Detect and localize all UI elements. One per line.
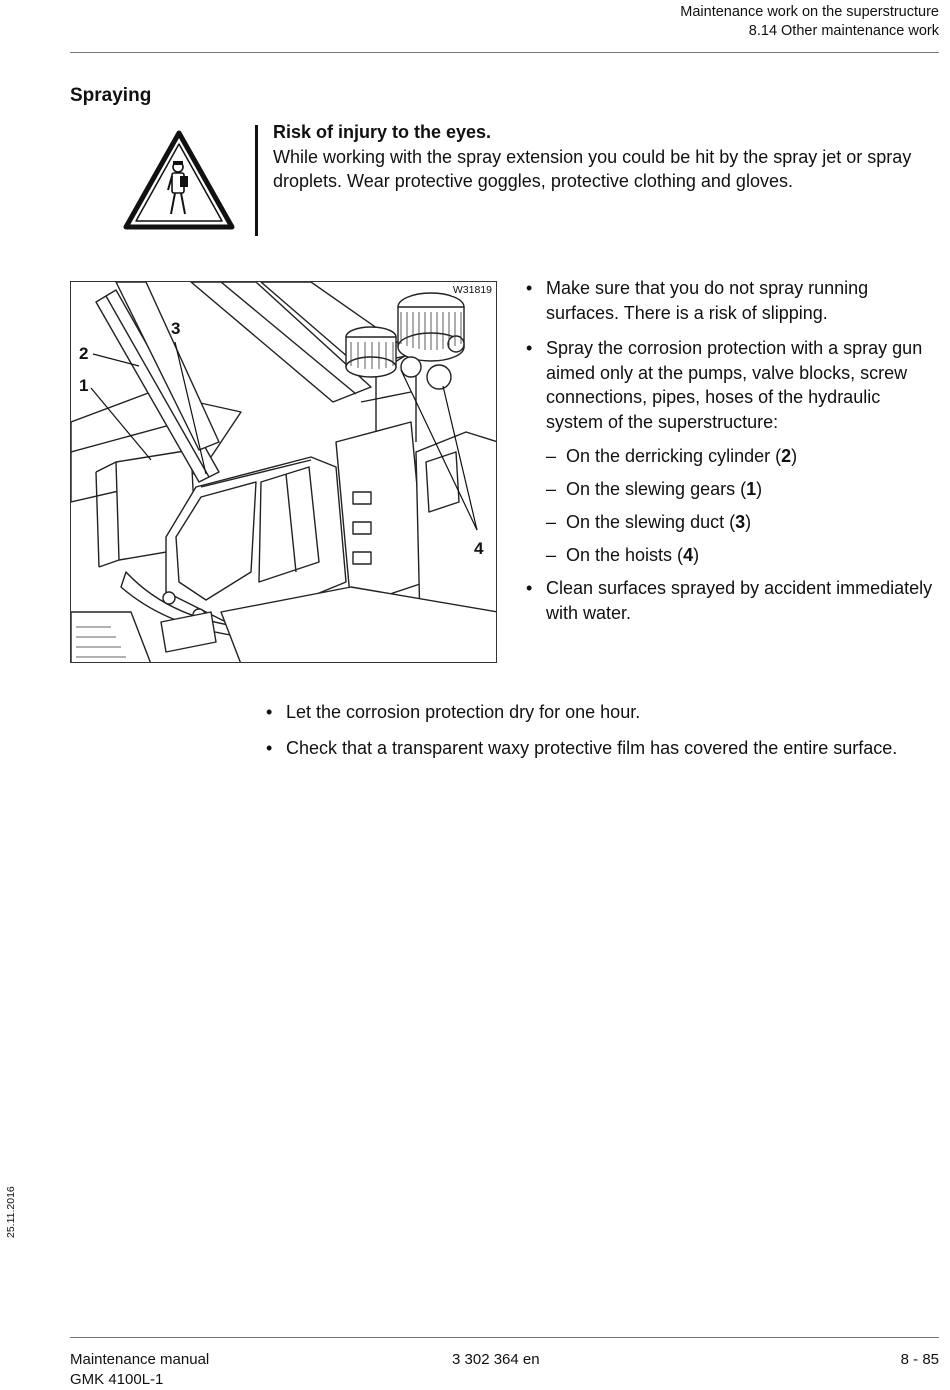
- callout-2: 2: [79, 344, 89, 363]
- footer-model: GMK 4100L-1: [70, 1371, 164, 1388]
- crane-drawing: [71, 282, 497, 663]
- footer-page-number: 8 - 85: [900, 1351, 939, 1368]
- header-rule: [70, 52, 939, 53]
- footer-rule: [70, 1337, 939, 1338]
- warning-bar: [255, 125, 258, 236]
- warning-body: While working with the spray extension you could be hit by the spray jet or spray droplets. Wear protective goggles, protective clothing and gloves.: [273, 146, 912, 191]
- section-title: Spraying: [70, 85, 152, 106]
- footer-manual: Maintenance manual GMK 4100L-1: [70, 1351, 210, 1388]
- sub-list: [546, 444, 941, 568]
- date-stamp: 25.11.2016: [5, 1186, 17, 1238]
- warning-triangle-person-icon: [121, 128, 237, 232]
- bullet: •: [266, 737, 273, 758]
- bullet: •: [526, 278, 533, 298]
- callout-4: 4: [474, 539, 484, 558]
- figure-code: W31819: [452, 284, 492, 296]
- sub-list-item: – On the slewing duct (3): [546, 512, 752, 532]
- bullet: •: [526, 578, 533, 598]
- sub-list-item: – On the derricking cylinder (2): [546, 446, 798, 466]
- callout-3: 3: [171, 319, 181, 338]
- page-header: [680, 3, 939, 41]
- sub-list-item: – On the hoists (4): [546, 545, 700, 565]
- footer-doc-number: 3 302 364 en: [452, 1351, 540, 1368]
- crane-superstructure-illustration: [70, 281, 497, 663]
- header-chapter: Maintenance work on the superstructure: [680, 4, 939, 20]
- bullet: •: [526, 338, 533, 358]
- steps-bottom-list: [266, 700, 926, 760]
- list-item: • Let the corrosion protection dry for one hour.: [266, 700, 926, 725]
- list-item: • Clean surfaces sprayed by accident immediately with water.: [526, 578, 933, 623]
- warning-title: Risk of injury to the eyes.: [273, 122, 492, 142]
- callout-1: 1: [79, 376, 89, 395]
- list-item: • Check that a transparent waxy protective film has covered the entire surface.: [266, 736, 926, 761]
- sub-list-item: – On the slewing gears (1): [546, 479, 763, 499]
- list-item: • Spray the corrosion protection with a spray gun aimed only at the pumps, valve blocks, screw connections, pipes, hoses of the hydraulic system of the superstructure: – On the derricking cylinder (2) – On the slewing gears (1) – On the slewing duct (3) – On the hoists (4): [526, 336, 941, 568]
- steps-right-list: [526, 276, 941, 625]
- header-section: 8.14 Other maintenance work: [748, 23, 939, 39]
- warning-text: [273, 120, 943, 194]
- bullet: •: [266, 702, 273, 722]
- list-item: • Make sure that you do not spray running surfaces. There is a risk of slipping.: [526, 278, 869, 323]
